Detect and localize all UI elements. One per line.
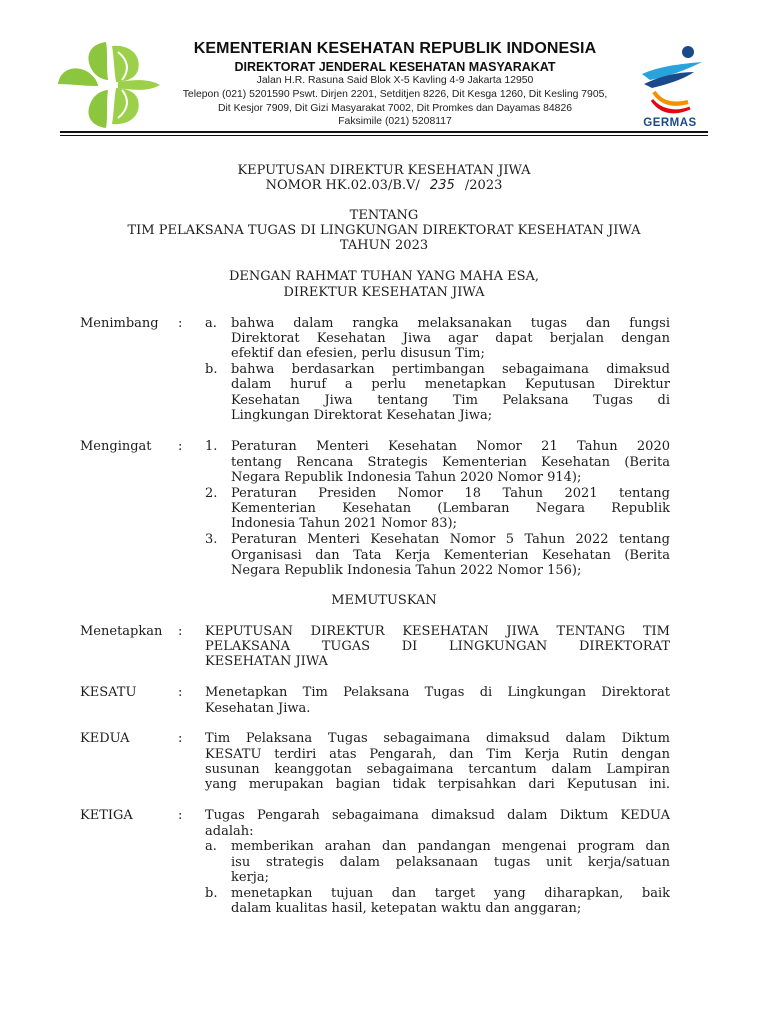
menetapkan-label: Menetapkan bbox=[80, 624, 163, 639]
ketiga-b-marker: b. bbox=[205, 886, 218, 901]
about-heading: TENTANG bbox=[349, 208, 419, 223]
kedua-colon: : bbox=[178, 731, 183, 746]
kesatu-line: Menetapkan Tim Pelaksana Tugas di Lingkungan Direktorat bbox=[205, 685, 670, 700]
ketiga-a-marker: a. bbox=[205, 839, 217, 854]
mengingat-1-line: Peraturan Menteri Kesehatan Nomor 21 Tahun 2020 bbox=[231, 439, 670, 454]
mengingat-2-line: Peraturan Presiden Nomor 18 Tahun 2021 tentang bbox=[231, 486, 670, 501]
letterhead-address: Jalan H.R. Rasuna Said Blok X-5 Kavling 4-9 Jakarta 12950 bbox=[256, 75, 534, 86]
subject-line-1: TIM PELAKSANA TUGAS DI LINGKUNGAN DIREKTORAT KESEHATAN JIWA bbox=[127, 223, 641, 238]
menimbang-a-marker: a. bbox=[205, 316, 217, 331]
letterhead-divider-thin bbox=[60, 135, 708, 136]
ketiga-b-line: dalam kualitas hasil, ketepatan waktu dan anggaran; bbox=[231, 901, 582, 916]
subject-line-2: TAHUN 2023 bbox=[339, 238, 429, 253]
germas-label: GERMAS bbox=[643, 117, 697, 129]
menimbang-a-line: efektif dan efesien, perlu disusun Tim; bbox=[231, 346, 485, 361]
menimbang-label: Menimbang bbox=[80, 316, 159, 331]
menimbang-a-line: bahwa dalam rangka melaksanakan tugas dan fungsi bbox=[231, 316, 670, 331]
ministry-name: KEMENTERIAN KESEHATAN REPUBLIK INDONESIA bbox=[193, 40, 597, 57]
decree-title: KEPUTUSAN DIREKTUR KESEHATAN JIWA bbox=[237, 163, 531, 178]
ketiga-a-line: isu strategis dalam pelaksanaan tugas unit kerja/satuan bbox=[231, 855, 670, 870]
ketiga-a-line: memberikan arahan dan pandangan mengenai program dan bbox=[231, 839, 670, 854]
menetapkan-colon: : bbox=[178, 624, 183, 639]
letterhead-phone-line-2: Dit Kesjor 7909, Dit Gizi Masyarakat 7002, Dit Promkes dan Dayamas 84826 bbox=[217, 103, 573, 114]
menetapkan-line: KESEHATAN JIWA bbox=[205, 654, 328, 669]
mengingat-3-line: Organisasi dan Tata Kerja Kementerian Kesehatan (Berita bbox=[231, 548, 670, 563]
mengingat-3-line: Peraturan Menteri Kesehatan Nomor 5 Tahun 2022 tentang bbox=[231, 532, 670, 547]
ketiga-intro-line: Tugas Pengarah sebagaimana dimaksud dalam Diktum KEDUA bbox=[205, 808, 670, 823]
decree-number-suffix: /2023 bbox=[464, 178, 503, 193]
mengingat-1-line: Negara Republik Indonesia Tahun 2020 Nomor 914); bbox=[231, 470, 582, 485]
kedua-line: KESATU terdiri atas Pengarah, dan Tim Kerja Rutin dengan bbox=[205, 747, 670, 762]
menimbang-b-line: Lingkungan Direktorat Kesehatan Jiwa; bbox=[231, 408, 493, 423]
decree-number-prefix: NOMOR HK.02.03/B.V/ bbox=[265, 178, 420, 193]
menimbang-b-marker: b. bbox=[205, 362, 218, 377]
ketiga-label: KETIGA bbox=[80, 808, 133, 823]
letterhead-divider bbox=[60, 131, 708, 133]
mengingat-1-line: tentang Rencana Strategis Kementerian Kesehatan (Berita bbox=[231, 455, 670, 470]
kedua-label: KEDUA bbox=[80, 731, 130, 746]
mengingat-2-line: Kementerian Kesehatan (Lembaran Negara Republik bbox=[231, 501, 670, 516]
ketiga-intro-line: adalah: bbox=[205, 824, 254, 839]
menimbang-a-line: Direktorat Kesehatan Jiwa agar dapat berjalan dengan bbox=[231, 331, 670, 346]
mengingat-label: Mengingat bbox=[80, 439, 152, 454]
kedua-line: susunan keanggotan sebagaimana tercantum dalam Lampiran bbox=[205, 762, 670, 777]
menetapkan-line: PELAKSANA TUGAS DI LINGKUNGAN DIREKTORAT bbox=[205, 639, 670, 654]
decree-number-handwritten: 235 bbox=[429, 178, 455, 193]
kesatu-colon: : bbox=[178, 685, 183, 700]
directorate-general-name: DIREKTORAT JENDERAL KESEHATAN MASYARAKAT bbox=[234, 60, 556, 74]
grace-line-1: DENGAN RAHMAT TUHAN YANG MAHA ESA, bbox=[228, 269, 540, 284]
mengingat-2-line: Indonesia Tahun 2021 Nomor 83); bbox=[231, 516, 458, 531]
menimbang-colon: : bbox=[178, 316, 183, 331]
mengingat-2-marker: 2. bbox=[205, 486, 218, 501]
ketiga-colon: : bbox=[178, 808, 183, 823]
letterhead-fax: Faksimile (021) 5208117 bbox=[338, 116, 452, 127]
kesatu-line: Kesehatan Jiwa. bbox=[205, 701, 311, 716]
menimbang-b-line: dalam huruf a perlu menetapkan Keputusan Direktur bbox=[231, 377, 670, 392]
menetapkan-line: KEPUTUSAN DIREKTUR KESEHATAN JIWA TENTANG TIM bbox=[205, 624, 670, 639]
mengingat-1-marker: 1. bbox=[205, 439, 218, 454]
kedua-line: Tim Pelaksana Tugas sebagaimana dimaksud dalam Diktum bbox=[205, 731, 670, 746]
kesatu-label: KESATU bbox=[80, 685, 137, 700]
grace-line-2: DIREKTUR KESEHATAN JIWA bbox=[283, 285, 485, 300]
memutuskan-heading: MEMUTUSKAN bbox=[331, 593, 437, 608]
letterhead-phone-line-1: Telepon (021) 5201590 Pswt. Dirjen 2201, Setditjen 8226, Dit Kesga 1260, Dit Kesling 7905, bbox=[182, 89, 608, 100]
ministry-of-health-logo bbox=[56, 40, 162, 130]
ketiga-b-line: menetapkan tujuan dan target yang diharapkan, baik bbox=[231, 886, 670, 901]
kedua-line: yang merupakan bagian tidak terpisahkan dari Keputusan ini. bbox=[205, 777, 670, 792]
mengingat-3-marker: 3. bbox=[205, 532, 218, 547]
menimbang-b-line: Kesehatan Jiwa tentang Tim Pelaksana Tugas di bbox=[231, 393, 670, 408]
decree-number bbox=[60, 178, 708, 193]
ketiga-a-line: kerja; bbox=[231, 870, 269, 885]
mengingat-3-line: Negara Republik Indonesia Tahun 2022 Nomor 156); bbox=[231, 563, 582, 578]
mengingat-colon: : bbox=[178, 439, 183, 454]
menimbang-b-line: bahwa berdasarkan pertimbangan sebagaimana dimaksud bbox=[231, 362, 670, 377]
